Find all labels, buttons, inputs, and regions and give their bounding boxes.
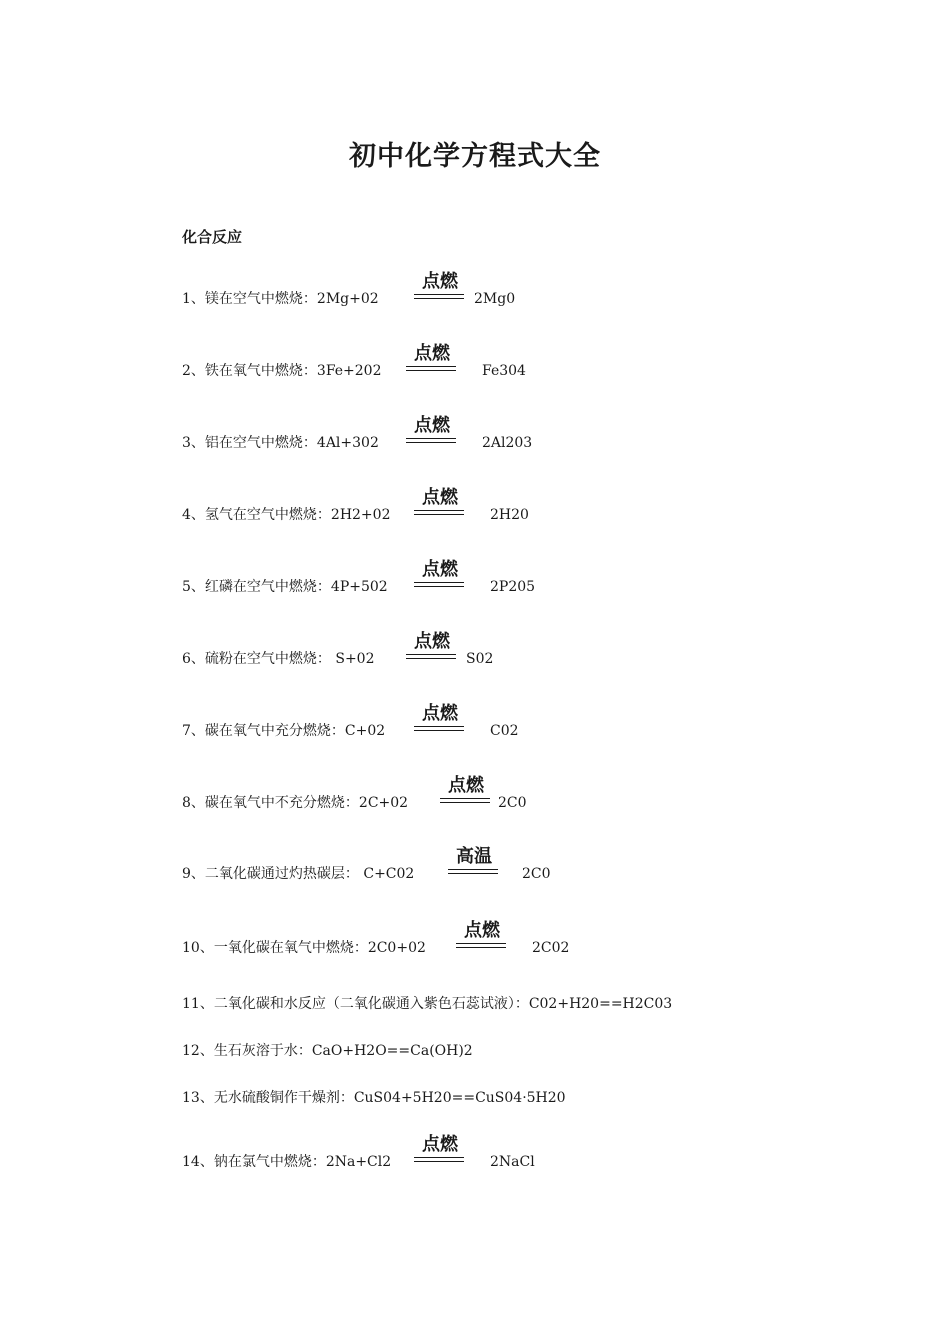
equation-text: 3、铝在空气中燃烧：4Al+302 <box>182 435 379 451</box>
equation-line <box>182 362 382 380</box>
equation-product: 2C0 <box>498 795 527 811</box>
equation-line <box>182 650 375 668</box>
condition-label: 点燃 <box>422 703 458 724</box>
equation-text: 11、二氧化碳和水反应（二氧化碳通入紫色石蕊试液）：C02+H20==H2C03 <box>182 996 673 1012</box>
condition-line <box>414 294 464 295</box>
condition-line <box>414 586 464 587</box>
condition-label: 点燃 <box>422 1134 458 1155</box>
condition-line <box>448 869 498 870</box>
equation-text: 4、氢气在空气中燃烧：2H2+02 <box>182 507 391 523</box>
equation-product: 2NaCl <box>490 1154 535 1170</box>
condition-line <box>406 442 456 443</box>
condition-label: 点燃 <box>414 631 450 652</box>
condition-label: 点燃 <box>414 343 450 364</box>
equation-text: 2、铁在氧气中燃烧：3Fe+202 <box>182 363 382 379</box>
equation-line <box>182 939 426 957</box>
equation-text: 5、红磷在空气中燃烧：4P+502 <box>182 579 388 595</box>
page-title: 初中化学方程式大全 <box>349 141 601 172</box>
condition-line <box>456 943 506 944</box>
equation-text: 8、碳在氧气中不充分燃烧：2C+02 <box>182 795 409 811</box>
equation-product: C02 <box>490 723 519 739</box>
condition-line <box>414 726 464 727</box>
equation-line <box>182 434 379 452</box>
equation-line <box>182 865 414 883</box>
condition-line <box>440 798 490 799</box>
equation-line <box>182 290 379 308</box>
section-heading: 化合反应 <box>182 228 243 246</box>
condition-line <box>414 730 464 731</box>
equation-text: 10、一氧化碳在氧气中燃烧：2C0+02 <box>182 940 426 956</box>
condition-line <box>414 510 464 511</box>
condition-label: 点燃 <box>464 920 500 941</box>
equation-product: S02 <box>466 651 494 667</box>
equation-line <box>182 1153 391 1171</box>
condition-line <box>414 1161 464 1162</box>
condition-line <box>406 366 456 367</box>
condition-label: 点燃 <box>448 775 484 796</box>
condition-line <box>406 438 456 439</box>
equation-line <box>182 794 408 812</box>
equation-text: 14、钠在氯气中燃烧：2Na+Cl2 <box>182 1154 392 1170</box>
equation-product: 2C02 <box>532 940 570 956</box>
condition-line <box>440 802 490 803</box>
condition-label: 点燃 <box>414 415 450 436</box>
condition-label: 点燃 <box>422 487 458 508</box>
condition-line <box>406 658 456 659</box>
equation-product: 2P205 <box>490 579 536 595</box>
equation-text: 9、二氧化碳通过灼热碳层： C+C02 <box>182 866 415 882</box>
equation-line <box>182 1089 566 1107</box>
equation-product: 2Al203 <box>482 435 533 451</box>
equation-line <box>182 1042 473 1060</box>
equation-product: 2H20 <box>490 507 529 523</box>
equation-text: 13、无水硫酸铜作干燥剂：CuS04+5H20==CuS04·5H20 <box>182 1090 566 1106</box>
condition-line <box>406 370 456 371</box>
condition-line <box>414 298 464 299</box>
condition-line <box>414 514 464 515</box>
condition-label: 点燃 <box>422 559 458 580</box>
equation-text: 7、碳在氧气中充分燃烧：C+02 <box>182 723 386 739</box>
equation-text: 1、镁在空气中燃烧：2Mg+02 <box>182 291 379 307</box>
condition-label: 高温 <box>456 846 492 867</box>
equation-product: 2Mg0 <box>474 291 516 307</box>
equation-line <box>182 506 390 524</box>
equation-product: Fe304 <box>482 363 526 379</box>
condition-line <box>406 654 456 655</box>
condition-line <box>456 947 506 948</box>
equation-text: 12、生石灰溶于水：CaO+H2O==Ca(OH)2 <box>182 1043 473 1059</box>
condition-line <box>414 1157 464 1158</box>
equation-line <box>182 995 672 1013</box>
condition-line <box>448 873 498 874</box>
condition-label: 点燃 <box>422 271 458 292</box>
equation-line <box>182 722 385 740</box>
equation-product: 2C0 <box>522 866 551 882</box>
equation-line <box>182 578 388 596</box>
equation-text: 6、硫粉在空气中燃烧： S+02 <box>182 651 375 667</box>
condition-line <box>414 582 464 583</box>
